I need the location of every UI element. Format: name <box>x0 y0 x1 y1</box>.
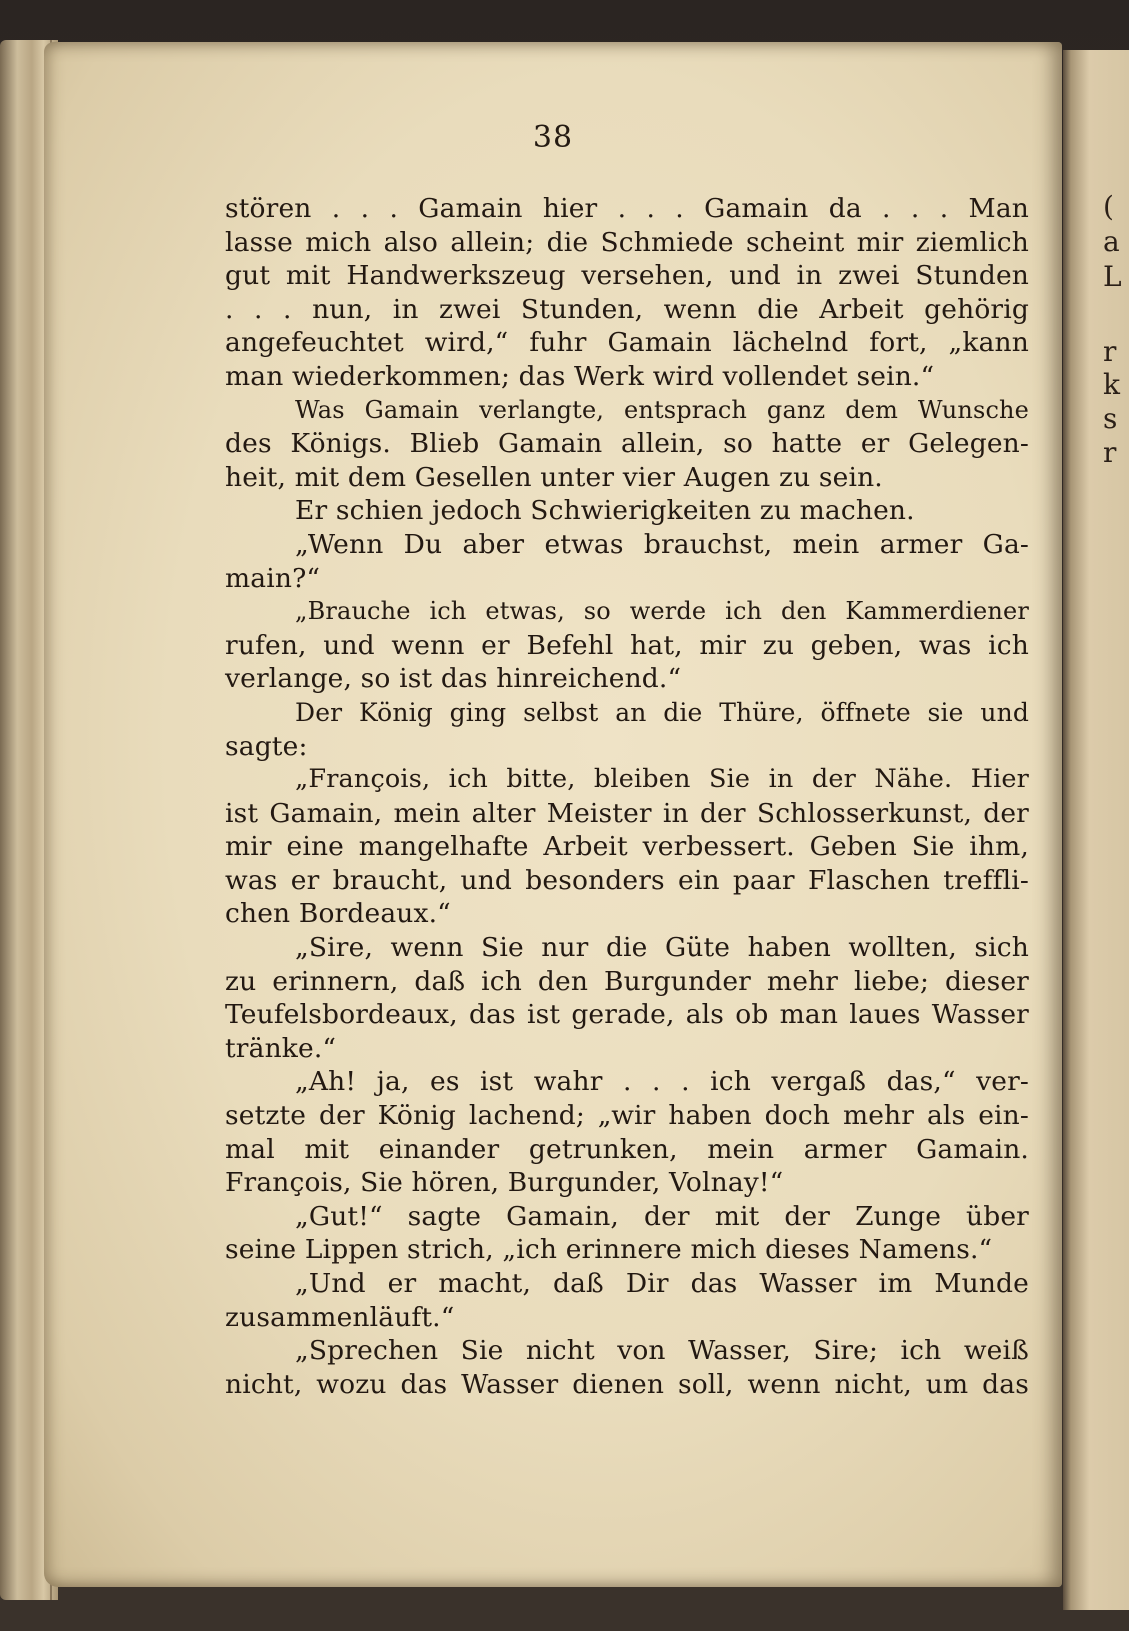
page-text <box>225 192 1029 1401</box>
adjacent-page-fragment: r <box>1103 436 1117 469</box>
text-line: stören . . . Gamain hier . . . Gamain da . . . Man <box>225 193 1029 224</box>
text-line: gut mit Handwerkszeug versehen, und in zwei Stunden <box>225 260 1029 292</box>
adjacent-page-fragment: s <box>1103 402 1118 435</box>
adjacent-page-fragment: k <box>1103 368 1120 401</box>
text-line: ist Gamain, mein alter Meister in der Schlosserkunst, der <box>225 797 1029 829</box>
text-line: Der König ging selbst an die Thüre, öffnete sie und <box>295 697 1029 727</box>
text-line: sagte: <box>225 730 308 762</box>
text-line: Was Gamain verlangte, entsprach ganz dem Wunsche <box>295 395 1029 424</box>
text-line: man wiederkommen; das Werk wird vollendet sein.“ <box>225 360 935 392</box>
text-line: seine Lippen strich, „ich erinnere mich dieses Namens.“ <box>225 1234 993 1266</box>
text-line: zusammenläuft.“ <box>225 1301 455 1333</box>
text-line: „Und er macht, daß Dir das Wasser im Munde <box>295 1268 1029 1299</box>
book-page <box>44 42 1062 1587</box>
text-line: mir eine mangelhafte Arbeit verbessert. Geben Sie ihm, <box>225 831 1029 863</box>
text-line: François, Sie hören, Burgunder, Volnay!“ <box>225 1167 784 1199</box>
text-line: mal mit einander getrunken, mein armer Gamain. <box>225 1133 1029 1165</box>
text-line: angefeuchtet wird,“ fuhr Gamain lächelnd fort, „kann <box>225 327 1029 359</box>
text-line: des Königs. Blieb Gamain allein, so hatte er Gelegen- <box>225 428 1029 460</box>
text-line: „Sprechen Sie nicht von Wasser, Sire; ich weiß <box>295 1335 1029 1367</box>
adjacent-page-fragment: ( <box>1103 190 1114 223</box>
text-line: „Brauche ich etwas, so werde ich den Kammerdiener <box>295 597 1029 626</box>
text-line: „François, ich bitte, bleiben Sie in der Nähe. Hier <box>295 764 1029 795</box>
adjacent-page <box>1063 50 1129 1610</box>
adjacent-page-fragment: L <box>1103 260 1122 293</box>
page-number: 38 <box>532 120 574 155</box>
text-line: rufen, und wenn er Befehl hat, mir zu geben, was ich <box>225 629 1029 661</box>
text-line: „Ah! ja, es ist wahr . . . ich vergaß das,“ ver- <box>295 1066 1029 1098</box>
text-line: chen Bordeaux.“ <box>225 898 451 930</box>
text-line: Er schien jedoch Schwierigkeiten zu machen. <box>295 495 915 527</box>
text-line: verlange, so ist das hinreichend.“ <box>225 663 682 695</box>
adjacent-page-fragment: r <box>1103 335 1117 368</box>
text-line: setzte der König lachend; „wir haben doch mehr als ein- <box>225 1100 1029 1132</box>
text-line: main?“ <box>225 562 321 594</box>
text-line: tränke.“ <box>225 1032 337 1064</box>
text-line: Teufelsbordeaux, das ist gerade, als ob man laues Wasser <box>225 999 1029 1031</box>
text-line: „Gut!“ sagte Gamain, der mit der Zunge über <box>295 1200 1029 1232</box>
adjacent-page-fragment: a <box>1103 225 1120 258</box>
text-line: nicht, wozu das Wasser dienen soll, wenn nicht, um das <box>225 1368 1029 1400</box>
text-line: heit, mit dem Gesellen unter vier Augen zu sein. <box>225 461 883 493</box>
text-line: „Sire, wenn Sie nur die Güte haben wollten, sich <box>295 932 1029 964</box>
text-line: zu erinnern, daß ich den Burgunder mehr liebe; dieser <box>225 965 1029 997</box>
text-line: . . . nun, in zwei Stunden, wenn die Arbeit gehörig <box>225 293 1029 325</box>
text-line: „Wenn Du aber etwas brauchst, mein armer Ga- <box>295 528 1029 560</box>
text-line: was er braucht, und besonders ein paar Flaschen treffli- <box>225 864 1029 896</box>
text-line: lasse mich also allein; die Schmiede scheint mir ziemlich <box>225 226 1029 258</box>
